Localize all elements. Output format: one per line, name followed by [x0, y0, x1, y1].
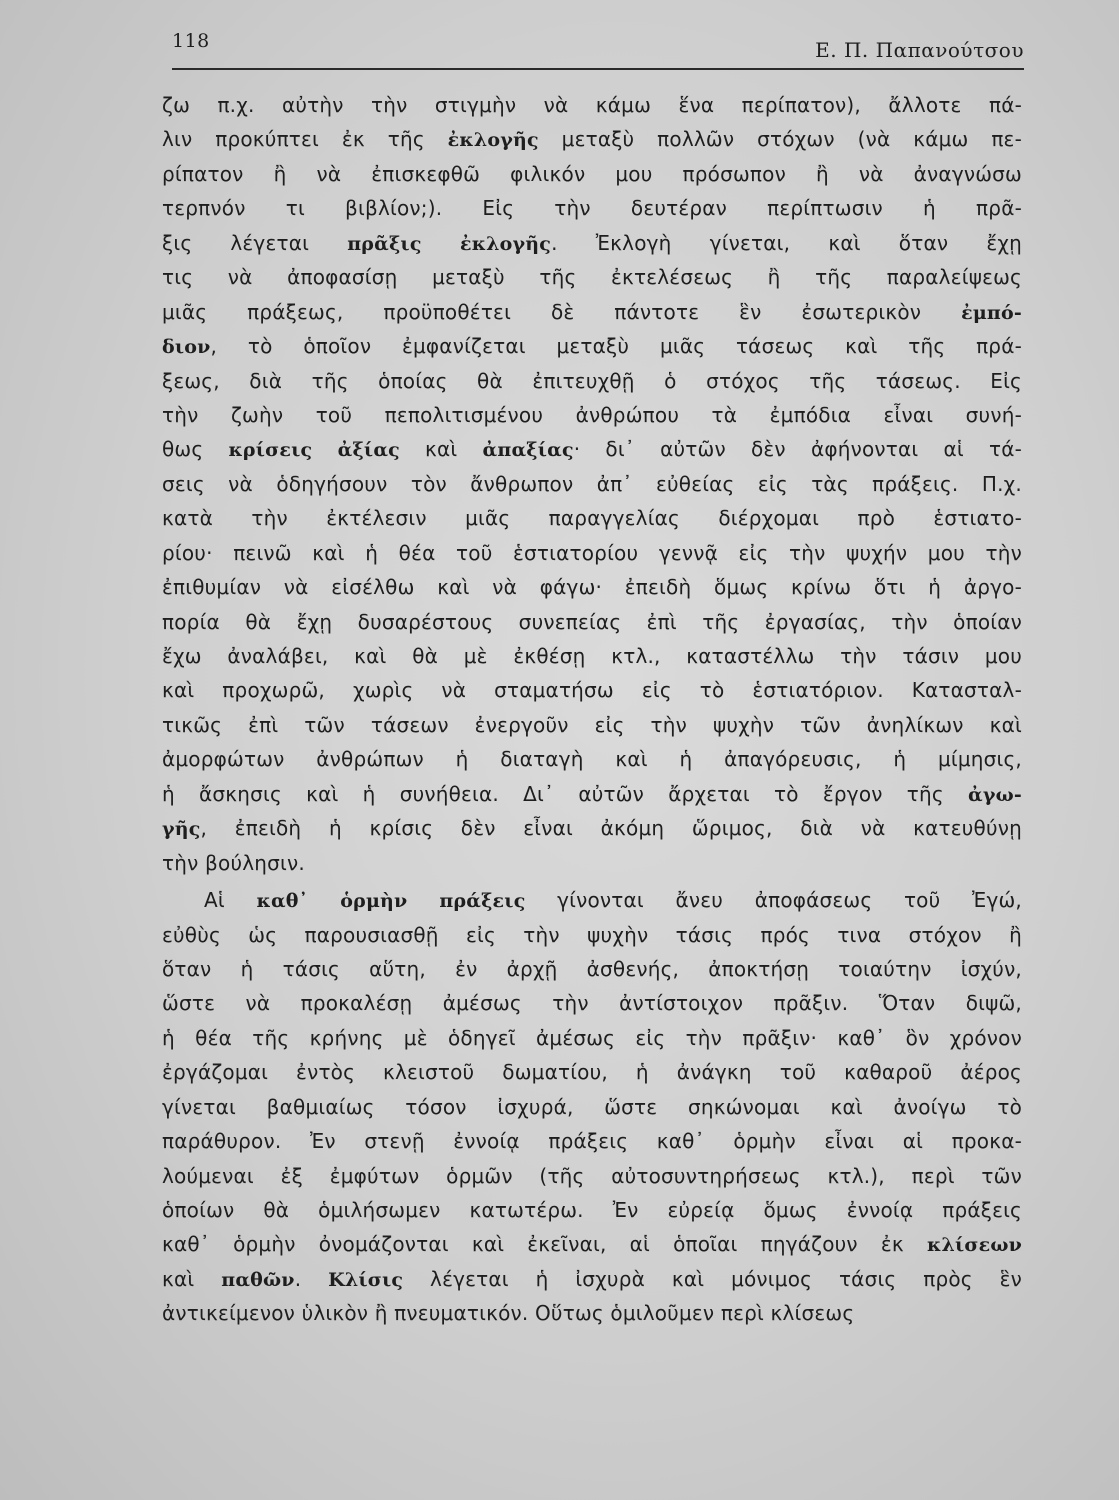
body-text	[162, 88, 1022, 1331]
text-line	[162, 432, 1022, 466]
text-line	[162, 605, 1022, 639]
text-run: μεταξὺ πολλῶν στόχων (νὰ κάμω πε-	[538, 127, 1022, 152]
text-run: ἔχω ἀναλάβει, καὶ θὰ μὲ ἐκθέσῃ κτλ., καταστέλλω τὴν τάσιν μου	[162, 644, 1022, 668]
text-line	[162, 1262, 1022, 1296]
text-run: ρίπατον ἢ νὰ ἐπισκεφθῶ φιλικόν μου πρόσωπον ἢ νὰ ἀναγνώσω	[162, 161, 1022, 186]
text-run: λέγεται ἡ ἰσχυρὰ καὶ μόνιμος τάσις πρὸς ἓν	[403, 1266, 1022, 1291]
text-line	[162, 811, 1022, 845]
text-line	[162, 777, 1022, 811]
text-run: ἀντικείμενον ὑλικὸν ἢ πνευματικόν. Οὕτως ὁμιλοῦμεν περὶ κλίσεως	[162, 1301, 855, 1326]
text-run: , ἐπειδὴ ἡ κρίσις δὲν εἶναι ἀκόμη ὥριμος, διὰ νὰ κατευθύνῃ	[200, 816, 1022, 841]
text-run: πορία θὰ ἔχῃ δυσαρέστους συνεπείας ἐπὶ τῆς ἐργασίας, τὴν ὁποίαν	[162, 609, 1022, 634]
text-line	[162, 260, 1022, 294]
text-line	[162, 1227, 1022, 1261]
text-run: τὴν βούλησιν.	[162, 850, 305, 875]
text-run: , τὸ ὁποῖον ἐμφανίζεται μεταξὺ μιᾶς τάσεως καὶ τῆς πρά-	[210, 334, 1022, 359]
text-line	[162, 1124, 1022, 1158]
text-line	[162, 88, 1022, 122]
text-line	[162, 1296, 1022, 1330]
text-run: .	[294, 1266, 329, 1291]
text-run: κατὰ τὴν ἐκτέλεσιν μιᾶς παραγγελίας διέρχομαι πρὸ ἑστιατο-	[162, 506, 1022, 531]
text-run: ἐργάζομαι ἐντὸς κλειστοῦ δωματίου, ἡ ἀνάγκη τοῦ καθαροῦ ἀέρος	[162, 1060, 1022, 1085]
text-run: λιν προκύπτει ἐκ τῆς	[162, 127, 448, 152]
text-line	[162, 673, 1022, 707]
text-run: ζω π.χ. αὐτὴν τὴν στιγμὴν νὰ κάμω ἕνα περίπατον), ἄλλοτε πά-	[162, 93, 1022, 117]
text-run: γίνεται βαθμιαίως τόσον ἰσχυρά, ὥστε σηκώνομαι καὶ ἀνοίγω τὸ	[162, 1094, 1022, 1119]
emphasized-term: πρᾶξις ἐκλογῆς	[347, 232, 552, 255]
page-number: 118	[172, 30, 210, 52]
text-run: τερπνόν τι βιβλίον;). Εἰς τὴν δευτέραν περίπτωσιν ἡ πρᾶ-	[162, 196, 1022, 221]
emphasized-term: γῆς	[162, 818, 201, 841]
text-line	[162, 295, 1022, 329]
text-line	[162, 952, 1022, 986]
text-run: γίνονται ἄνευ ἀποφάσεως τοῦ Ἐγώ,	[525, 888, 1022, 913]
text-run: ὅταν ἡ τάσις αὕτη, ἐν ἀρχῇ ἀσθενής, ἀποκτήσῃ τοιαύτην ἰσχύν,	[162, 956, 1022, 981]
text-line	[162, 329, 1022, 363]
text-line	[162, 191, 1022, 225]
text-line	[162, 501, 1022, 535]
text-line	[162, 157, 1022, 191]
text-run: μιᾶς πράξεως, προϋποθέτει δὲ πάντοτε ἓν ἐσωτερικὸν	[162, 299, 962, 324]
text-line	[162, 846, 1022, 880]
text-run: ἡ ἄσκησις καὶ ἡ συνήθεια. Δι᾽ αὐτῶν ἄρχεται τὸ ἔργον τῆς	[162, 781, 969, 806]
text-run: καὶ	[162, 1266, 222, 1291]
text-line	[162, 226, 1022, 260]
running-head: Ε. Π. Παπανούτσου	[815, 38, 1024, 62]
text-run: ἐπιθυμίαν νὰ εἰσέλθω καὶ νὰ φάγω· ἐπειδὴ ὅμως κρίνω ὅτι ἡ ἀργο-	[162, 575, 1022, 600]
text-run: ὁποίων θὰ ὁμιλήσωμεν κατωτέρω. Ἐν εὐρείᾳ ὅμως ἐννοίᾳ πράξεις	[162, 1198, 1022, 1222]
text-line	[162, 1193, 1022, 1227]
text-line	[162, 1159, 1022, 1193]
text-line	[162, 986, 1022, 1020]
text-run: καθ᾽ ὁρμὴν ὀνομάζονται καὶ ἐκεῖναι, αἱ ὁποῖαι πηγάζουν ἐκ	[162, 1232, 927, 1257]
text-run: Αἱ	[204, 888, 257, 913]
text-run: ξεως, διὰ τῆς ὁποίας θὰ ἐπιτευχθῇ ὁ στόχος τῆς τάσεως. Εἰς	[162, 368, 1022, 393]
emphasized-term: διον	[162, 336, 211, 359]
text-run: ἡ θέα τῆς κρήνης μὲ ὁδηγεῖ ἀμέσως εἰς τὴν πρᾶξιν· καθ᾽ ὃν χρόνον	[162, 1025, 1022, 1050]
emphasized-term: ἐμπό-	[961, 301, 1022, 324]
text-line	[162, 122, 1022, 156]
text-run: ρίου· πεινῶ καὶ ἡ θέα τοῦ ἑστιατορίου γεννᾷ εἰς τὴν ψυχήν μου τὴν	[162, 540, 1022, 565]
text-run: θως	[162, 437, 229, 462]
text-run: ξις λέγεται	[162, 230, 348, 255]
text-line	[162, 883, 1022, 917]
text-run: τὴν ζωὴν τοῦ πεπολιτισμένου ἀνθρώπου τὰ ἐμπόδια εἶναι συνή-	[162, 402, 1022, 427]
emphasized-term: κρίσεις ἀξίας	[228, 439, 400, 462]
text-line	[162, 742, 1022, 776]
text-line	[162, 1021, 1022, 1055]
text-run: · δι᾽ αὐτῶν δὲν ἀφήνονται αἱ τά-	[573, 437, 1023, 462]
text-run: τικῶς ἐπὶ τῶν τάσεων ἐνεργοῦν εἰς τὴν ψυχὴν τῶν ἀνηλίκων καὶ	[162, 712, 1022, 737]
text-run: καὶ προχωρῶ, χωρὶς νὰ σταματήσω εἰς τὸ ἑστιατόριον. Κατασταλ-	[162, 678, 1022, 703]
text-line	[162, 536, 1022, 570]
text-run: . Ἐκλογὴ γίνεται, καὶ ὅταν ἔχῃ	[551, 230, 1022, 255]
text-run: λούμεναι ἐξ ἐμφύτων ὁρμῶν (τῆς αὐτοσυντηρήσεως κτλ.), περὶ τῶν	[162, 1163, 1022, 1188]
text-line	[162, 708, 1022, 742]
text-run: ἀμορφώτων ἀνθρώπων ἡ διαταγὴ καὶ ἡ ἀπαγόρευσις, ἡ μίμησις,	[162, 747, 1022, 772]
text-line	[162, 1055, 1022, 1089]
emphasized-term: ἀπαξίας	[482, 439, 574, 462]
emphasized-term: Κλίσις	[328, 1268, 404, 1291]
text-line	[162, 918, 1022, 952]
emphasized-term: παθῶν	[221, 1268, 295, 1291]
text-line	[162, 398, 1022, 432]
emphasized-term: ἐκλογῆς	[447, 129, 539, 152]
text-line	[162, 1090, 1022, 1124]
emphasized-term: κλίσεων	[927, 1234, 1022, 1257]
page-header	[172, 24, 1024, 70]
text-line	[162, 570, 1022, 604]
text-line	[162, 467, 1022, 501]
text-line	[162, 364, 1022, 398]
text-run: σεις νὰ ὁδηγήσουν τὸν ἄνθρωπον ἀπ᾽ εὐθείας εἰς τὰς πράξεις. Π.χ.	[162, 471, 1022, 496]
emphasized-term: καθ᾽ ὁρμὴν πράξεις	[256, 890, 526, 913]
text-line	[162, 639, 1022, 673]
text-run: παράθυρον. Ἐν στενῇ ἐννοίᾳ πράξεις καθ᾽ ὁρμὴν εἶναι αἱ προκα-	[162, 1129, 1022, 1154]
text-run: καὶ	[399, 437, 483, 462]
emphasized-term: ἀγω-	[968, 783, 1022, 806]
text-run: τις νὰ ἀποφασίσῃ μεταξὺ τῆς ἐκτελέσεως ἢ τῆς παραλείψεως	[162, 265, 1022, 290]
text-run: ὥστε νὰ προκαλέσῃ ἀμέσως τὴν ἀντίστοιχον πρᾶξιν. Ὅταν διψῶ,	[162, 991, 1022, 1016]
text-run: εὐθὺς ὡς παρουσιασθῇ εἰς τὴν ψυχὴν τάσις πρός τινα στόχον ἢ	[162, 922, 1022, 947]
